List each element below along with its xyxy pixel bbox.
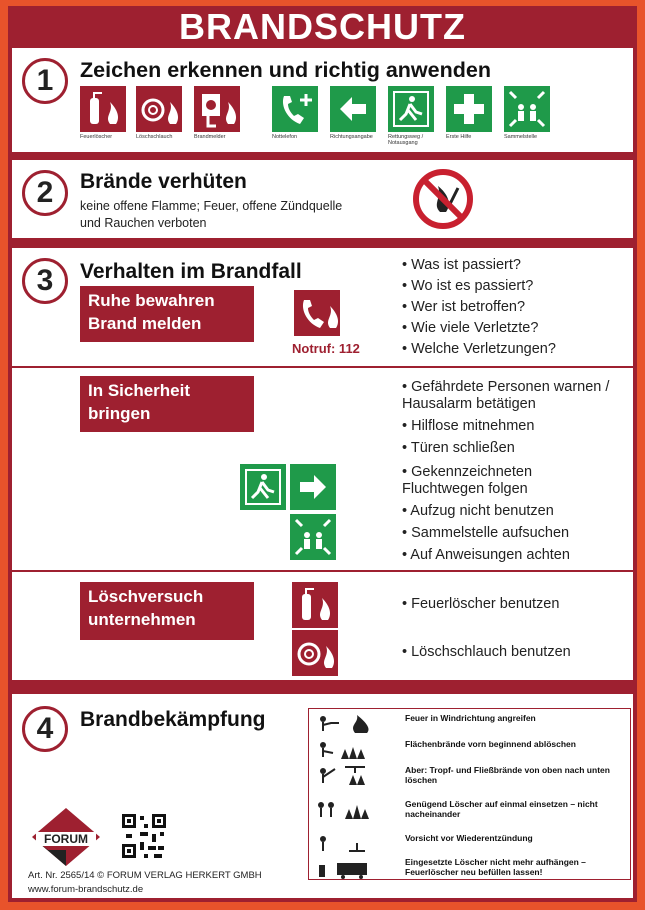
action-item: • Sammelstelle aufsuchen — [402, 525, 570, 541]
fire-phone-icon — [294, 290, 340, 336]
multiple-extinguishers-icon — [315, 799, 377, 821]
section-heading: Verhalten im Brandfall — [80, 260, 302, 283]
article-number: Art. Nr. 2565/14 © FORUM VERLAG HERKERT GMBH — [28, 870, 262, 881]
text-line: und Rauchen verboten — [80, 216, 207, 230]
section-2-panel — [12, 160, 633, 238]
rule-text: Flächenbrände vorn beginnend ablöschen — [405, 739, 576, 749]
rule-row — [309, 831, 632, 857]
section-number: 2 — [22, 170, 68, 216]
rule-text: Feuer in Windrichtung angreifen — [405, 713, 536, 723]
section-heading: Brände verhüten — [80, 170, 247, 193]
section-heading: Zeichen erkennen und richtig anwenden — [80, 58, 491, 82]
logo-text: FORUM — [44, 832, 88, 846]
dripping-fire-icon — [315, 765, 377, 787]
sign-caption: Feuerlöscher — [80, 134, 113, 140]
rule-text: Genügend Löscher auf einmal einsetzen – nicht nacheinander — [405, 799, 598, 819]
rule-row — [309, 711, 632, 737]
action-item: • Türen schließen — [402, 440, 515, 456]
surface-fire-icon — [315, 739, 377, 761]
section-heading: Brandbekämpfung — [80, 708, 266, 731]
box-line: Brand melden — [88, 314, 202, 333]
sign-caption: Erste Hilfe — [446, 134, 472, 140]
question-item: • Welche Verletzungen? — [402, 341, 556, 357]
rule-text: Aber: Tropf- und Fließbrände von oben nach unten löschen — [405, 765, 610, 785]
poster-title: BRANDSCHUTZ — [179, 6, 466, 47]
action-item: • Aufzug nicht benutzen — [402, 503, 554, 519]
first-aid-icon — [446, 86, 492, 132]
assembly-point-icon — [290, 514, 336, 560]
prohibition-text — [80, 198, 400, 232]
sign-caption: Richtungsangabe — [330, 134, 373, 140]
section-3b-panel — [12, 368, 633, 570]
box-line: bringen — [88, 404, 151, 423]
reignition-icon — [315, 833, 377, 855]
safety-action-box — [80, 376, 254, 432]
emergency-number: Notruf: 112 — [292, 341, 360, 356]
sign-caption: Sammelstelle — [504, 134, 538, 140]
poster-frame — [8, 6, 637, 902]
question-item: • Was ist passiert? — [402, 257, 521, 273]
firefighting-rules-table — [308, 708, 631, 880]
fire-alarm-icon — [194, 86, 240, 132]
rule-row — [309, 855, 632, 881]
action-item: • Gekennzeichneten Fluchtwegen folgen — [402, 464, 533, 497]
fire-extinguisher-icon — [80, 86, 126, 132]
no-open-flame-icon — [412, 168, 474, 230]
section-number: 1 — [22, 58, 68, 104]
extinguish-item: • Feuerlöscher benutzen — [402, 596, 560, 612]
text-line: keine offene Flamme; Feuer, offene Zündquelle — [80, 199, 343, 213]
question-item: • Wer ist betroffen? — [402, 299, 526, 315]
sign-caption: Nottelefon — [272, 134, 298, 140]
rule-row — [309, 763, 632, 795]
emergency-exit-icon — [240, 464, 286, 510]
extinguish-action-box — [80, 582, 254, 640]
section-3c-panel — [12, 572, 633, 680]
website-link[interactable]: www.forum-brandschutz.de — [28, 884, 144, 895]
rule-row — [309, 797, 632, 829]
fire-hose-icon — [136, 86, 182, 132]
box-line: Löschversuch — [88, 587, 204, 606]
rule-text: Vorsicht vor Wiederentzündung — [405, 833, 533, 843]
question-item: • Wo ist es passiert? — [402, 278, 534, 294]
fire-hose-icon — [292, 630, 338, 676]
box-line: Ruhe bewahren — [88, 291, 215, 310]
section-number: 3 — [22, 258, 68, 304]
sign-caption: Brandmelder — [194, 134, 226, 140]
emergency-exit-icon — [388, 86, 434, 132]
action-item: • Gefährdete Personen warnen / Hausalarm betätigen — [402, 379, 610, 412]
alarm-action-box — [80, 286, 254, 342]
refill-truck-icon — [315, 857, 377, 879]
section-4-panel — [12, 694, 633, 898]
section-number: 4 — [22, 706, 68, 752]
rule-text: Eingesetzte Löscher nicht mehr aufhängen – Feuerlöscher neu befüllen lassen! — [405, 857, 586, 877]
firefighter-wind-icon — [315, 713, 377, 735]
action-item: • Hilflose mitnehmen — [402, 418, 535, 434]
emergency-phone-icon — [272, 86, 318, 132]
assembly-point-icon — [504, 86, 550, 132]
extinguish-item: • Löschschlauch benutzen — [402, 644, 571, 660]
qr-code[interactable] — [120, 812, 168, 860]
question-item: • Wie viele Verletzte? — [402, 320, 539, 336]
sign-caption: Löschschlauch — [136, 134, 173, 140]
forum-logo — [30, 806, 102, 868]
section-3a-panel — [12, 248, 633, 366]
sign-caption: Rettungsweg / Notausgang — [388, 134, 424, 146]
box-line: In Sicherheit — [88, 381, 191, 400]
box-line: unternehmen — [88, 610, 196, 629]
section-1-panel — [12, 48, 633, 152]
rule-row — [309, 737, 632, 763]
fire-extinguisher-icon — [292, 582, 338, 628]
action-item: • Auf Anweisungen achten — [402, 547, 570, 563]
direction-arrow-icon — [330, 86, 376, 132]
arrow-right-icon — [290, 464, 336, 510]
